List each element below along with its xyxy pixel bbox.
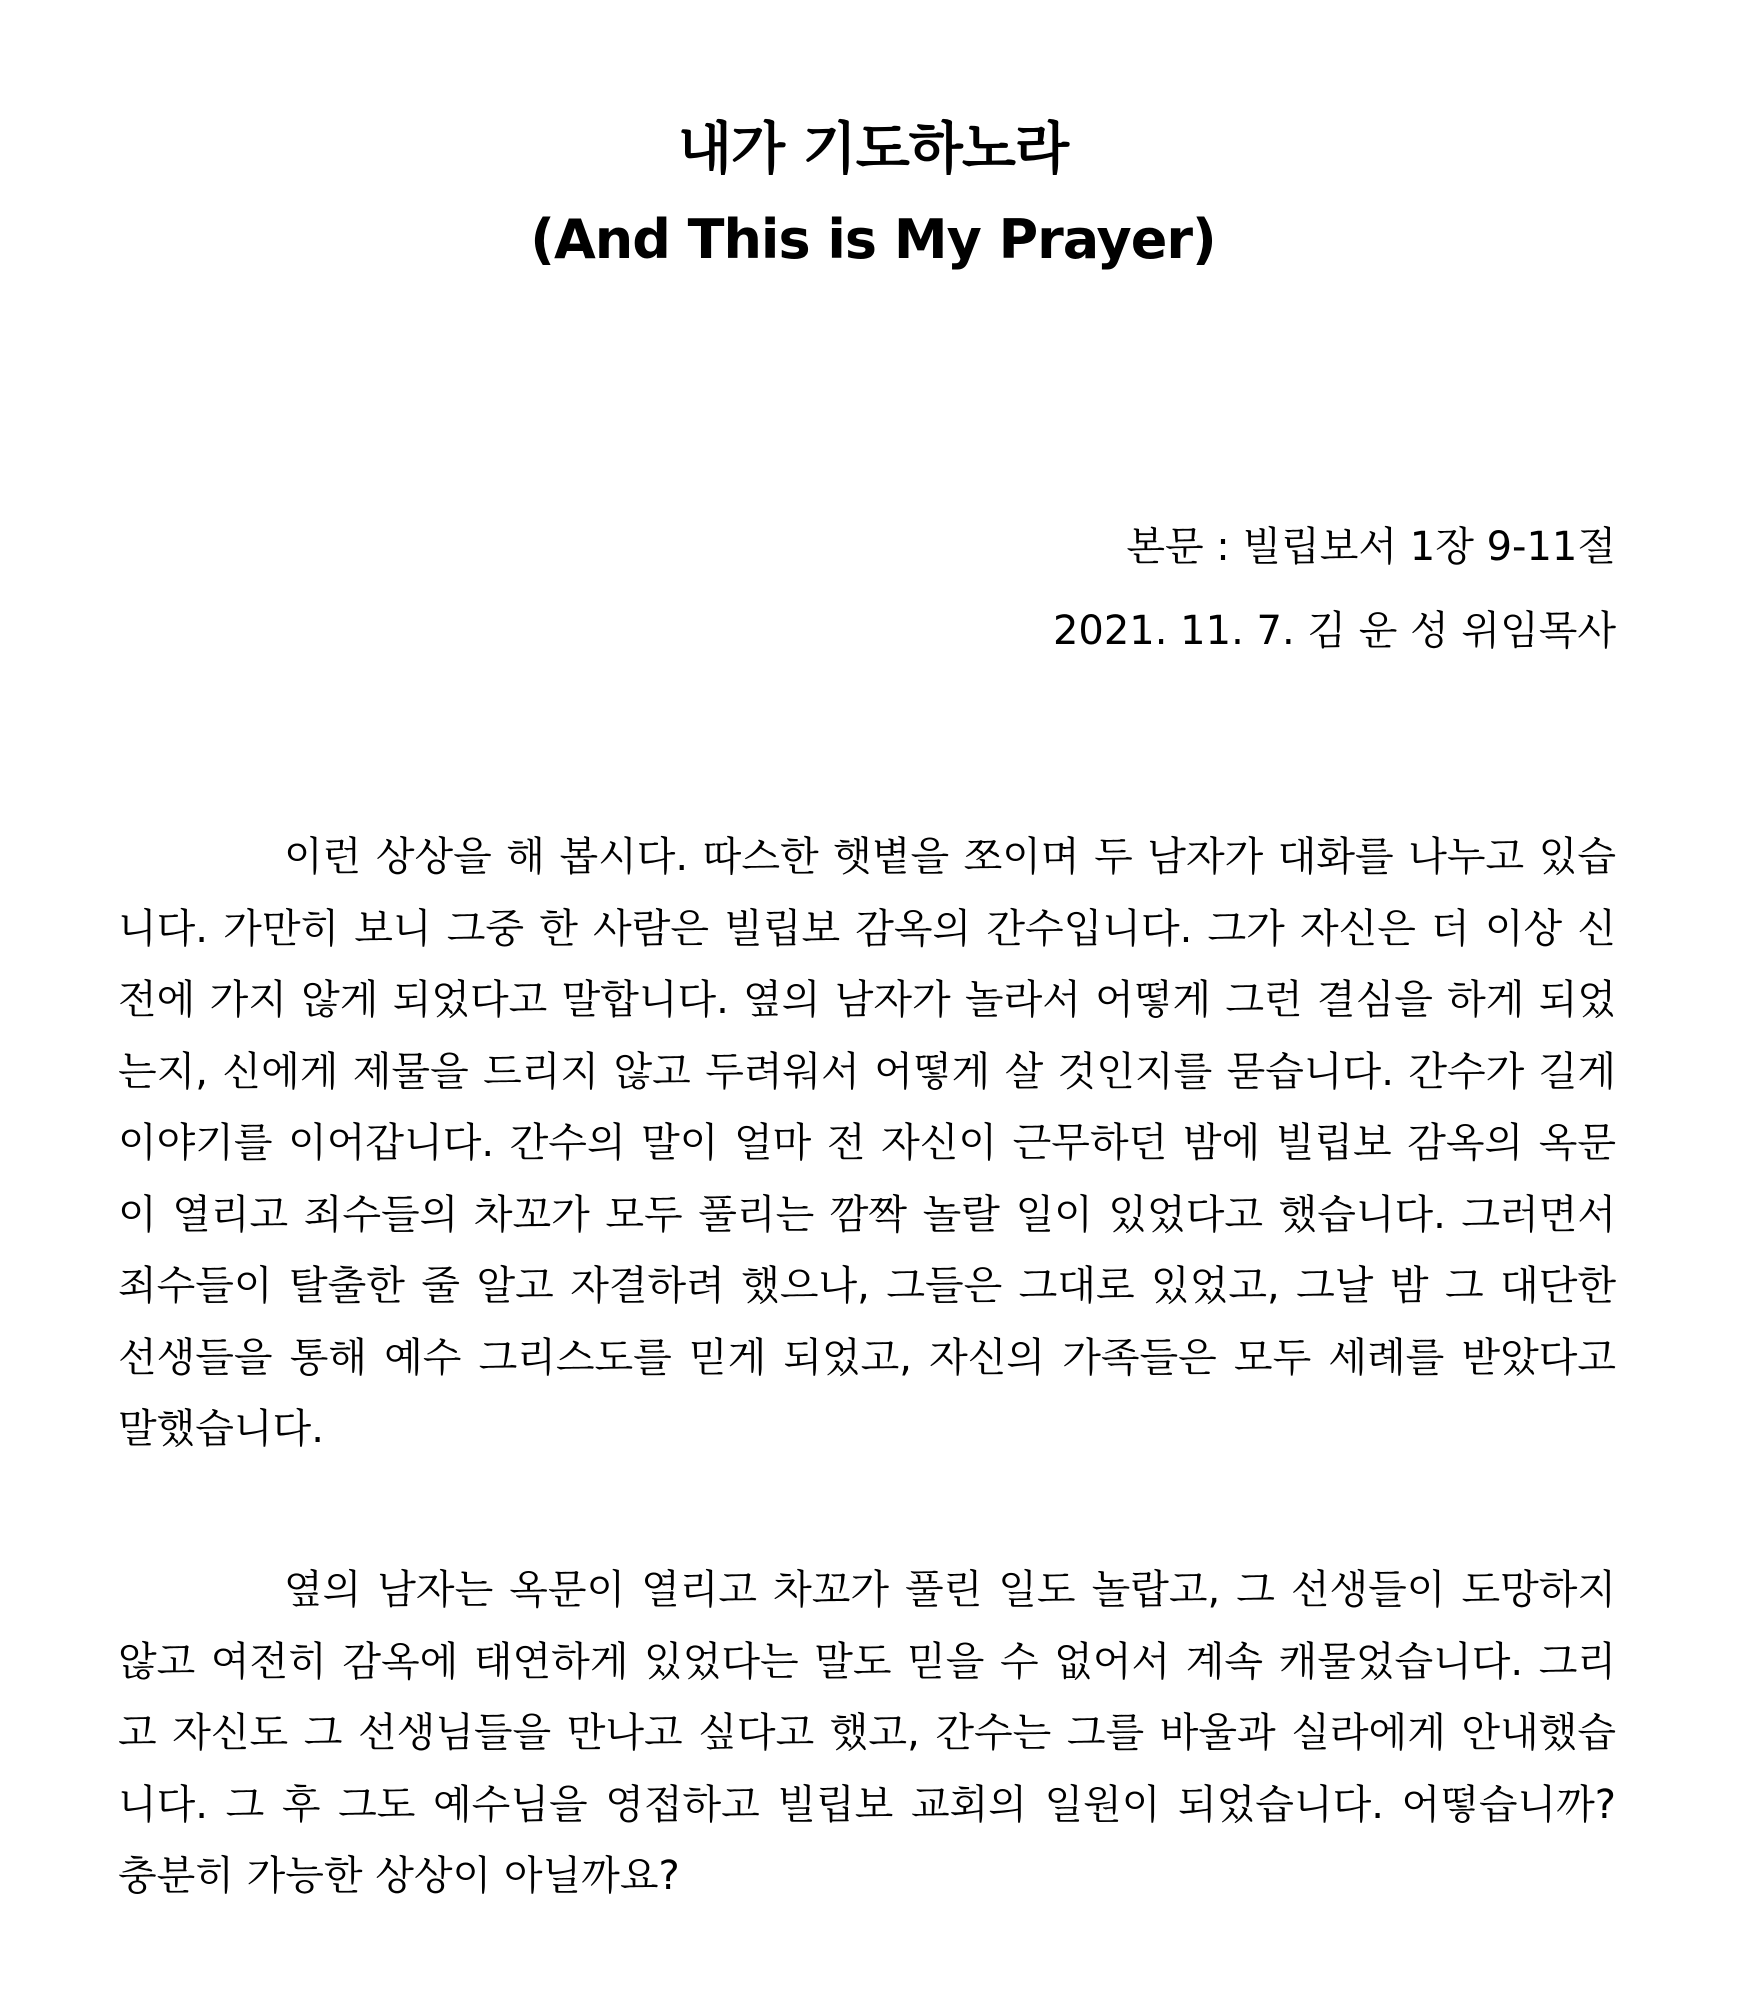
scripture-reference: 본문 : 빌립보서 1장 9-11절 [1126, 524, 1616, 570]
sermon-meta [1053, 505, 1616, 673]
sermon-title-block [0, 105, 1746, 285]
body-paragraph-1: 이런 상상을 해 봅시다. 따스한 햇볕을 쪼이며 두 남자가 대화를 나누고 있습니다. 가만히 보니 그중 한 사람은 빌립보 감옥의 간수입니다. 그가 자신은 더 이상 신전에 가지 않게 되었다고 말합니다. 옆의 남자가 놀라서 어떻게 그런 결심을 하게 되었는지, 신에게 제물을 드리지 않고 두려워서 어떻게 살 것인지를 묻습니다. 간수가 길게 이야기를 이어갑니다. 간수의 말이 얼마 전 자신이 근무하던 밤에 빌립보 감옥의 옥문이 열리고 죄수들의 차꼬가 모두 풀리는 깜짝 놀랄 일이 있었다고 했습니다. 그러면서 죄수들이 탈출한 줄 알고 자결하려 했으나, 그들은 그대로 있었고, 그날 밤 그 대단한 선생들을 통해 예수 그리스도를 믿게 되었고, 자신의 가족들은 모두 세례를 받았다고 말했습니다. [118, 834, 1616, 1452]
sermon-title-english: (And This is My Prayer) [530, 208, 1216, 271]
sermon-title-korean: 내가 기도하노라 [677, 117, 1069, 182]
body-paragraph-2: 옆의 남자는 옥문이 열리고 차꼬가 풀린 일도 놀랍고, 그 선생들이 도망하지 않고 여전히 감옥에 태연하게 있었다는 말도 믿을 수 없어서 계속 캐물었습니다. 그리고 자신도 그 선생님들을 만나고 싶다고 했고, 간수는 그를 바울과 실라에게 안내했습니다. 그 후 그도 예수님을 영접하고 빌립보 교회의 일원이 되었습니다. 어떻습니까? 충분히 가능한 상상이 아닐까요? [118, 1567, 1616, 1899]
date-and-preacher: 2021. 11. 7. 김 운 성 위임목사 [1052, 608, 1616, 654]
